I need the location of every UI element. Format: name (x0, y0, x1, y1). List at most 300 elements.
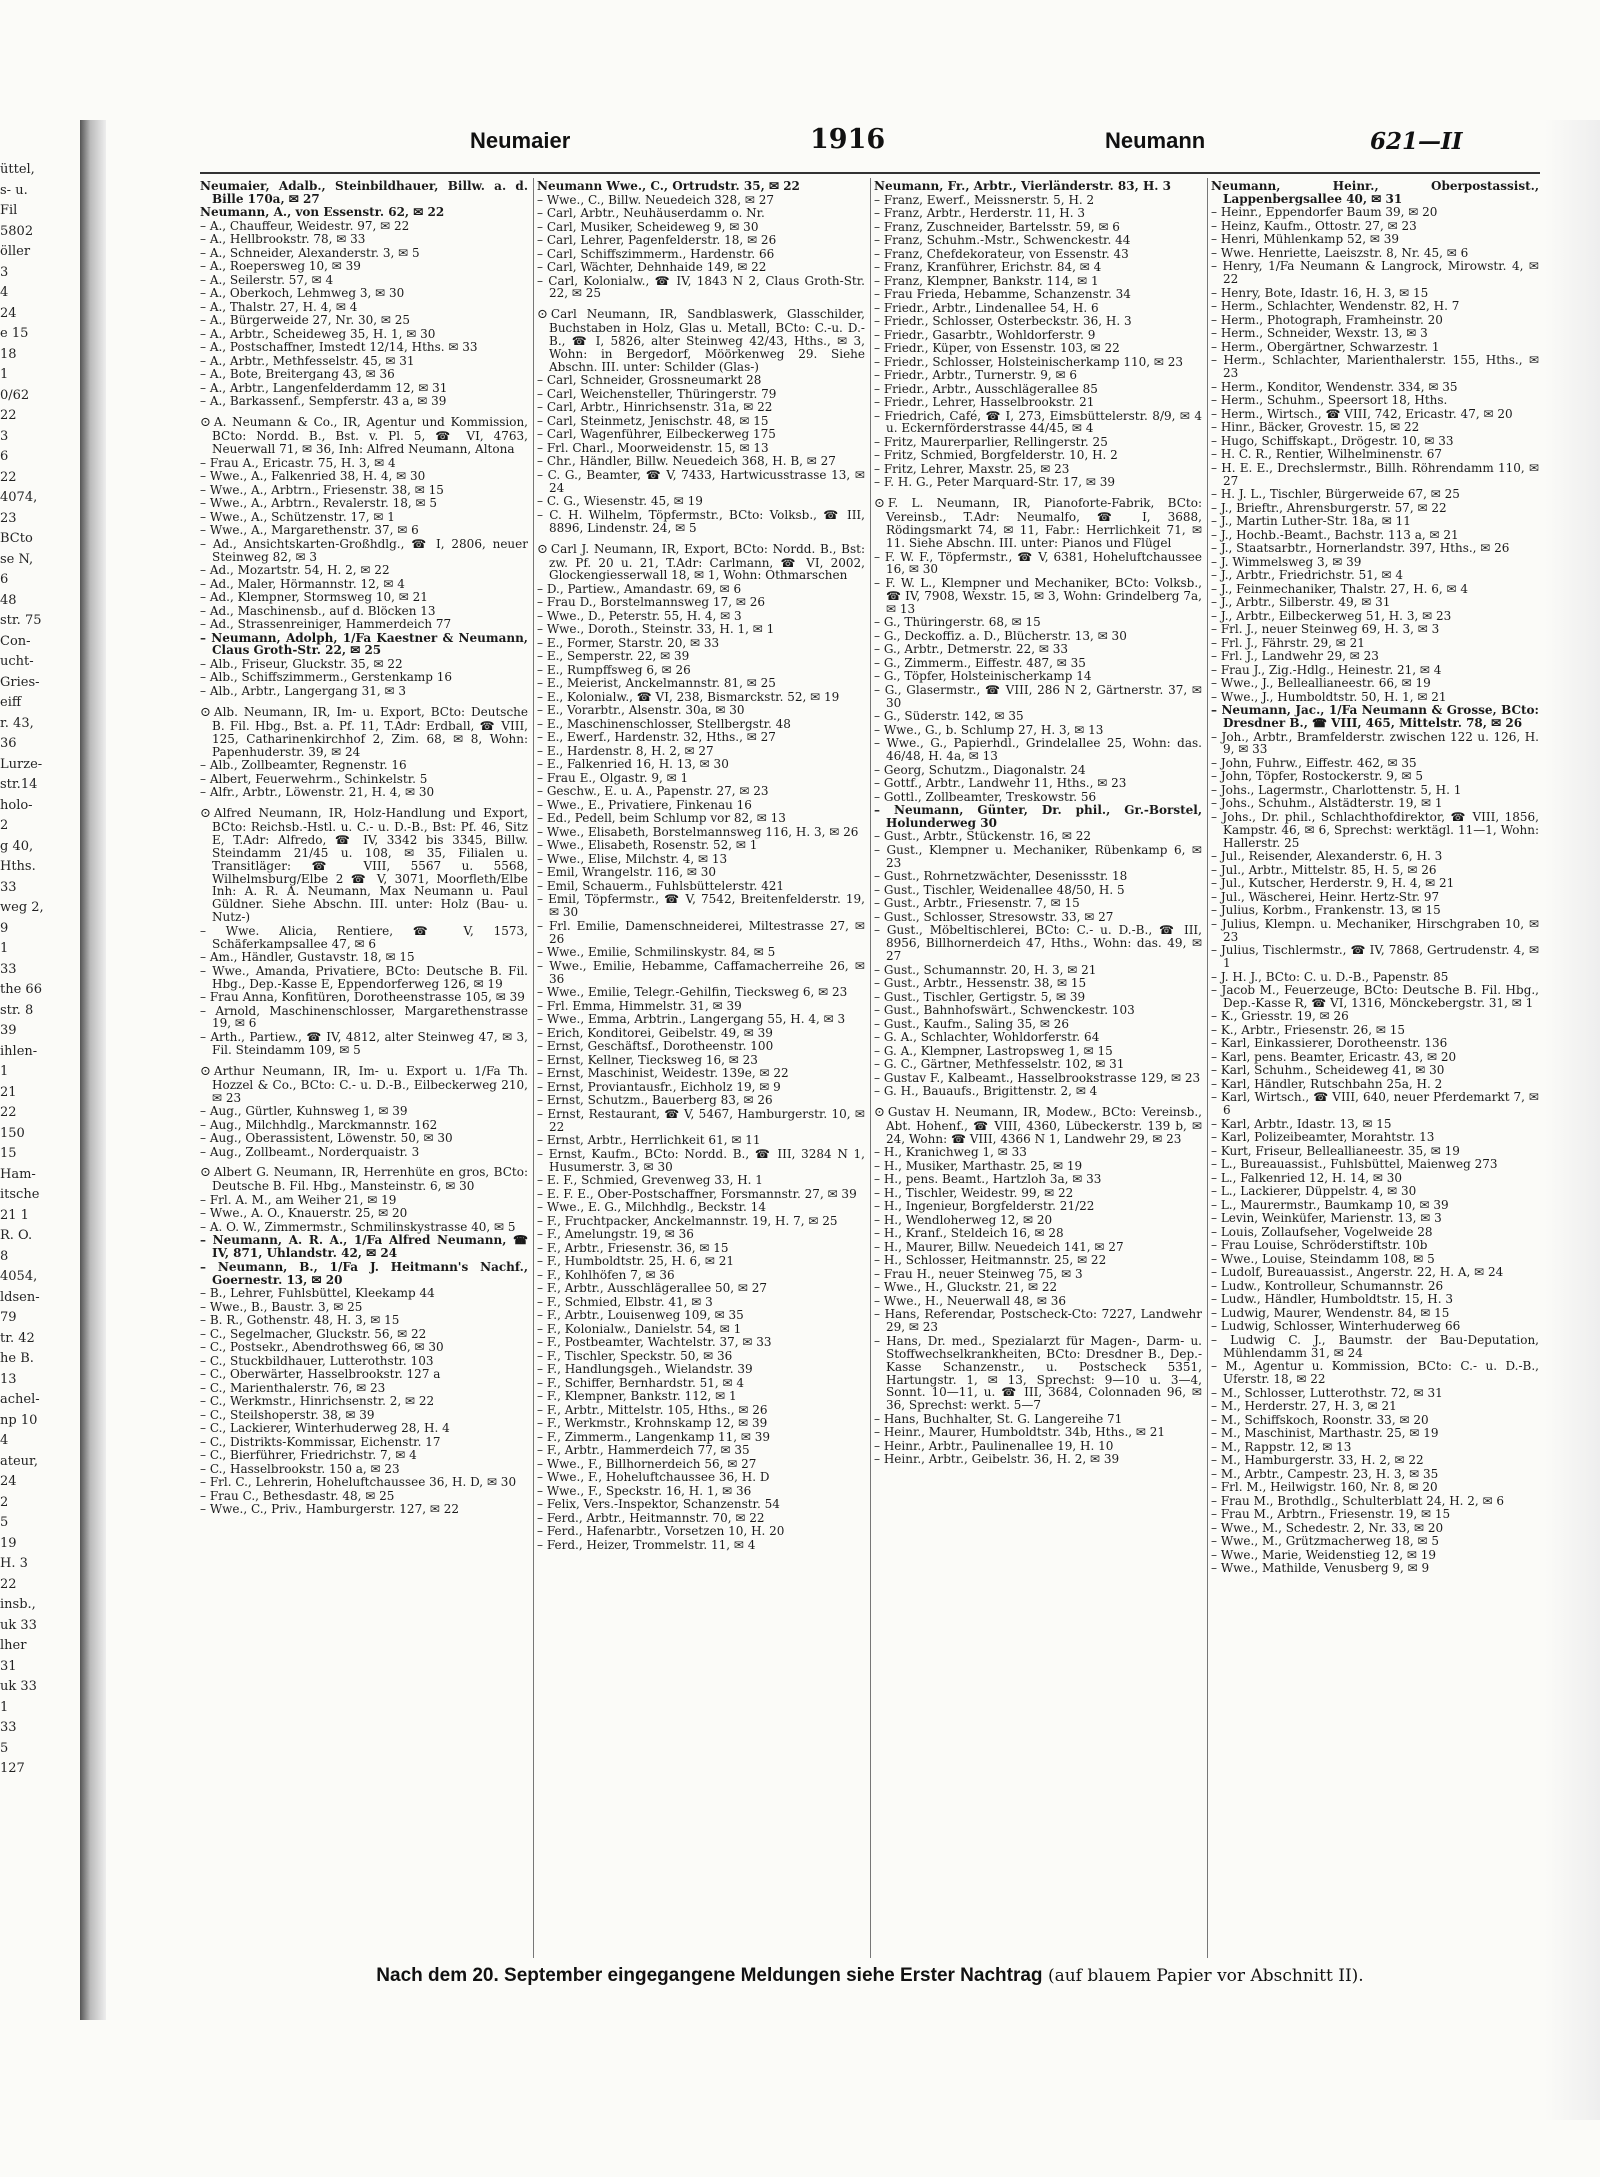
entry-text: – G. A., Schlachter, Wohldorferstr. 64 (874, 1030, 1100, 1045)
entry-text: – J., Arbtr., Eilbeckerweg 51, H. 3, ✉ 23 (1211, 608, 1452, 623)
facing-page-fragment: ucht- (0, 654, 34, 669)
directory-entry (1211, 1158, 1539, 1171)
entry-text: – F., Arbtr., Ausschlägerallee 50, ✉ 27 (537, 1281, 768, 1295)
entry-text: – Joh., Arbtr., Bramfelderstr. zwischen 122 u. 126, H. 9, ✉ 33 (1211, 729, 1539, 757)
entry-text: – F., Fruchtpacker, Anckelmannstr. 19, H. 7, ✉ 25 (537, 1213, 838, 1228)
entry-text: – Aug., Gürtler, Kuhnsweg 1, ✉ 39 (200, 1104, 408, 1119)
directory-entry (874, 643, 1202, 656)
entry-text: – F., Zimmerm., Langenkamp 11, ✉ 39 (537, 1429, 771, 1444)
page-number: 621—II (1370, 128, 1463, 155)
directory-entry (537, 610, 865, 623)
entry-text: – M., Agentur u. Kommission, BCto: C.- u. D.-B., Uferstr. 18, ✉ 22 (1211, 1359, 1539, 1387)
entry-text: – F. H. G., Peter Marquard-Str. 17, ✉ 39 (874, 475, 1116, 490)
entry-text: – John, Töpfer, Rostockerstr. 9, ✉ 5 (1211, 769, 1424, 784)
directory-entry (1211, 864, 1539, 877)
entry-text: – Wwe., M., Grützmacherweg 18, ✉ 5 (1211, 1534, 1439, 1549)
facing-page-fragment: weg 2, (0, 900, 44, 915)
header-year: 1916 (810, 124, 886, 155)
directory-entry (537, 826, 865, 839)
directory-entry (200, 1490, 528, 1503)
directory-entry (874, 1072, 1202, 1085)
entry-text: – H., Ingenieur, Borgfelderstr. 21/22 (874, 1199, 1095, 1214)
entry-text: – E., Rumpffsweg 6, ✉ 26 (537, 662, 691, 677)
entry-text: F. L. Neumann, IR, Pianoforte-Fabrik, BCto: Vereinsb., T.Adr: Neumalfo, ☎ I, 3688, Rödingsmarkt 74, ✉ 11, Fabr.: Herrlichkeit 71, ✉ 11. Siehe Abschn. III. unter: Pianos und Flügel (886, 496, 1202, 551)
entry-text: – Ad., Klempner, Stormsweg 10, ✉ 21 (200, 590, 428, 605)
firm-bullet-icon: ⊙ (874, 1105, 885, 1121)
directory-entry (1211, 1454, 1539, 1467)
entry-text: – H., Tischler, Weidestr. 99, ✉ 22 (874, 1185, 1074, 1200)
entry-text: – Ad., Maler, Hörmannstr. 12, ✉ 4 (200, 576, 405, 591)
entry-text: – Jul., Wäscherei, Heinr. Hertz-Str. 97 (1211, 889, 1440, 904)
directory-entry (874, 342, 1202, 355)
directory-entry (537, 180, 865, 193)
facing-page-fragment: 22 (0, 1105, 17, 1120)
facing-page-fragment: ateur, (0, 1453, 38, 1469)
directory-entry (874, 275, 1202, 288)
directory-entry (874, 1173, 1202, 1186)
directory-entry (537, 1027, 865, 1040)
facing-page-fragment: üttel, (0, 162, 35, 177)
entry-text: – Kurt, Friseur, Belleallianeestr. 35, ✉ 19 (1211, 1143, 1460, 1158)
entry-text: – Frau Frieda, Hebamme, Schanzenstr. 34 (874, 287, 1131, 301)
directory-entry (537, 1094, 865, 1107)
entry-text: – Fritz, Lehrer, Maxstr. 25, ✉ 23 (874, 461, 1070, 476)
directory-entry (200, 1422, 528, 1435)
directory-column-1 (200, 180, 528, 1960)
directory-entry (1211, 1280, 1539, 1293)
directory-entry (1211, 610, 1539, 623)
directory-entry (1211, 691, 1539, 704)
firm-bullet-icon: ⊙ (874, 496, 885, 512)
directory-entry (874, 476, 1202, 489)
entry-text: – Gust., Bahnhofswärt., Schwenckestr. 103 (874, 1003, 1135, 1018)
directory-entry (537, 428, 865, 441)
facing-page-fragment: 5 (0, 1515, 9, 1530)
directory-entry (537, 1323, 865, 1336)
directory-entry (1211, 220, 1539, 233)
entry-text: – Frl. J., Landwehr 29, ✉ 23 (1211, 649, 1379, 664)
entry-text: – Carl, Arbtr., Neuhäuserdamm o. Nr. (537, 206, 765, 220)
directory-entry (537, 1390, 865, 1403)
directory-entry (537, 1228, 865, 1241)
entry-text: – G., Deckoffiz. a. D., Blücherstr. 13, ✉ 30 (874, 628, 1127, 643)
entry-text: – Jacob M., Feuerzeuge, BCto: Deutsche B. Fil. Hbg., Dep.-Kasse R, ☎ VI, 1316, Mönckebergstr. 31, ✉ 1 (1211, 983, 1539, 1010)
facing-page-fragment: se N, (0, 551, 34, 567)
entry-text: – Ernst, Kellner, Tiecksweg 16, ✉ 23 (537, 1052, 758, 1067)
facing-page-fragment: 22 (0, 408, 17, 423)
directory-entry (200, 368, 528, 381)
facing-page-fragment: str.14 (0, 777, 38, 792)
directory-entry (200, 287, 528, 300)
entry-text: – Frau A., Ericastr. 75, H. 3, ✉ 4 (200, 455, 396, 470)
directory-entry (1211, 1360, 1539, 1386)
entry-text: – Henri, Mühlenkamp 52, ✉ 39 (1211, 232, 1400, 247)
footer-normal-text: (auf blauem Papier vor Abschnitt II). (1047, 1966, 1364, 1986)
entry-text: – Wwe., H., Gluckstr. 21, ✉ 22 (874, 1280, 1058, 1295)
entry-text: – Karl, Wirtsch., ☎ VIII, 640, neuer Pferdemarkt 7, ✉ 6 (1211, 1090, 1539, 1118)
entry-text: – Erich, Konditorei, Geibelstr. 49, ✉ 39 (537, 1025, 773, 1040)
firm-entry (200, 706, 528, 759)
entry-text: Carl Neumann, IR, Sandblaswerk, Glasschilder, Buchstaben in Holz, Glas u. Metall, BCto: C.-u. D.-B., ☎ I, 5826, alter Steinweg 42/43, Hths., ✉ 3, Wohn: in Bergedorf, Möörkenweg 29. Siehe Abschn. III. unter: Schilder (Glas-) (549, 307, 865, 374)
directory-entry (537, 1174, 865, 1187)
entry-text: – Wwe., J., Humboldtstr. 50, H. 1, ✉ 21 (1211, 689, 1447, 704)
directory-entry (200, 274, 528, 287)
directory-entry (537, 946, 865, 959)
directory-entry (874, 884, 1202, 897)
entry-text: – Wwe., C., Priv., Hamburgerstr. 127, ✉ 22 (200, 1502, 459, 1517)
directory-entry (1211, 233, 1539, 246)
entry-text: – Wwe., A., Arbtrn., Friesenstr. 38, ✉ 15 (200, 482, 444, 497)
book-gutter (80, 120, 106, 2020)
facing-page-fragment: 79 (0, 1310, 17, 1325)
entry-text: – G. A., Klempner, Lastropsweg 1, ✉ 15 (874, 1043, 1113, 1058)
entry-text: – Hans, Dr. med., Spezialarzt für Magen-, Darm- u. Stoffwechselkrankheiten, BCto: Dresdner B., Dep.-Kasse Schanzenstr., u. Postscheck 5351, Hartungstr. 1, ✉ 13, Sprechst: 9—10 u. 3—4, Sonnt. 10—11, u. ☎ III, 3684, Colonnaden 96, ✉ 36, Sprechst: werkt. 5—7 (874, 1333, 1202, 1413)
directory-column-4 (1211, 180, 1539, 1960)
facing-page-fragment: 8 (0, 1248, 9, 1264)
directory-entry (200, 618, 528, 631)
entry-text: – Frau C., Bethesdastr. 48, ✉ 25 (200, 1488, 395, 1503)
entry-text: – Alfr., Arbtr., Löwenstr. 21, H. 4, ✉ 30 (200, 785, 435, 800)
entry-text: Arthur Neumann, IR, Im- u. Export u. 1/Fa Th. Hozzel & Co., BCto: C.- u. D.-B., Eilbeckerweg 210, ✉ 23 (212, 1063, 528, 1105)
directory-entry (1211, 784, 1539, 797)
entry-text: – J., Arbtr., Friedrichstr. 51, ✉ 4 (1211, 568, 1404, 583)
directory-entry (200, 341, 528, 354)
entry-text: – F., Humboldtstr. 25, H. 6, ✉ 21 (537, 1254, 734, 1268)
entry-text: – A., Thalstr. 27, H. 4, ✉ 4 (200, 299, 358, 314)
entry-text: – J., Martin Luther-Str. 18a, ✉ 11 (1211, 514, 1411, 529)
entry-text: – Frl. Emilie, Damenschneiderei, Miltestrasse 27, ✉ 26 (537, 918, 865, 946)
entry-text: – A., Bürgerweide 27, Nr. 30, ✉ 25 (200, 313, 411, 328)
facing-page-fragment: 39 (0, 1023, 17, 1038)
directory-entry (537, 1309, 865, 1322)
entry-text: – Ad., Maschinensb., auf d. Blöcken 13 (200, 603, 436, 618)
directory-entry (1211, 1024, 1539, 1037)
facing-page-fragment: 31 (0, 1658, 17, 1674)
directory-entry (537, 1148, 865, 1174)
entry-text: – H., Kranichweg 1, ✉ 33 (874, 1145, 1027, 1160)
directory-entry (1211, 1037, 1539, 1050)
directory-column-3 (874, 180, 1202, 1960)
directory-entry (537, 1377, 865, 1390)
directory-entry (200, 1341, 528, 1354)
entry-text: – M., Schiffskoch, Roonstr. 33, ✉ 20 (1211, 1412, 1429, 1427)
directory-entry (200, 1355, 528, 1368)
facing-page-fragment: 5 (0, 1740, 9, 1756)
directory-entry (874, 551, 1202, 577)
directory-entry (1211, 1549, 1539, 1562)
directory-entry (537, 1485, 865, 1498)
directory-entry (537, 1269, 865, 1282)
facing-page-fragment: s- u. (0, 182, 28, 198)
directory-entry (874, 764, 1202, 777)
directory-entry (200, 395, 528, 408)
entry-text: – M., Herderstr. 27, H. 3, ✉ 21 (1211, 1399, 1397, 1414)
entry-text: – Gustav F., Kalbeamt., Hasselbrookstrasse 129, ✉ 23 (874, 1070, 1201, 1085)
header-first-name: Neumaier (470, 128, 571, 153)
facing-page-fragment: r. 43, (0, 715, 34, 731)
directory-entry (1211, 811, 1539, 850)
directory-entry (874, 1214, 1202, 1227)
entry-text: – M., Schlosser, Lutterothstr. 72, ✉ 31 (1211, 1385, 1443, 1400)
entry-text: – A., Oberkoch, Lehmweg 3, ✉ 30 (200, 286, 405, 301)
entry-text: – E. F., Schmied, Grevenweg 33, H. 1 (537, 1173, 763, 1187)
directory-entry (537, 1282, 865, 1295)
entry-text: – Franz, Zuschneider, Bartelsstr. 59, ✉ 6 (874, 219, 1120, 234)
entry-text: – Ludolf, Bureauassist., Angerstr. 22, H. A, ✉ 24 (1211, 1265, 1504, 1280)
entry-text: – Carl, Schiffszimmerm., Hardenstr. 66 (537, 246, 775, 261)
facing-page-fragment: 24 (0, 1474, 17, 1489)
header-rule (200, 172, 1540, 174)
firm-bullet-icon: ⊙ (200, 415, 211, 431)
facing-page-fragment: 33 (0, 1720, 17, 1735)
entry-text: – Frau Louise, Schröderstiftstr. 10b (1211, 1238, 1428, 1253)
entry-text: – Alb., Friseur, Gluckstr. 35, ✉ 22 (200, 656, 403, 671)
entry-text: – F., Kohlhöfen 7, ✉ 36 (537, 1267, 675, 1282)
facing-page-fragment: Gries- (0, 674, 40, 690)
entry-text: – Gust., Schlosser, Stresowstr. 33, ✉ 27 (874, 909, 1114, 924)
entry-text: – Wwe., M., Schedestr. 2, Nr. 33, ✉ 20 (1211, 1520, 1444, 1535)
entry-text: – Alb., Schiffszimmerm., Gerstenkamp 16 (200, 670, 453, 685)
entry-text: – Emil, Schauerm., Fuhlsbüttelerstr. 421 (537, 878, 785, 893)
directory-entry (874, 630, 1202, 643)
directory-entry (200, 1005, 528, 1031)
directory-entry (1211, 850, 1539, 863)
entry-text: – Emil, Wrangelstr. 116, ✉ 30 (537, 865, 716, 880)
firm-bullet-icon: ⊙ (200, 1063, 211, 1079)
entry-text: – Heinr., Arbtr., Paulinenallee 19, H. 10 (874, 1438, 1114, 1453)
entry-text: – Ernst, Geschäftsf., Dorotheenstr. 100 (537, 1039, 774, 1054)
entry-text: – Carl, Wagenführer, Eilbeckerweg 175 (537, 427, 776, 442)
directory-entry (1211, 1064, 1539, 1077)
directory-entry (200, 1301, 528, 1314)
firm-entry (537, 308, 865, 374)
entry-text: – Friedrich, Café, ☎ I, 273, Eimsbüttelerstr. 8/9, ✉ 4 u. Eckernförderstrasse 44/45, ✉ 4 (874, 408, 1202, 436)
entry-text: – Karl, Einkassierer, Dorotheenstr. 136 (1211, 1036, 1448, 1051)
entry-text: – Gottf., Arbtr., Landwehr 11, Hths., ✉ 23 (874, 776, 1127, 791)
directory-entry (200, 1449, 528, 1462)
directory-entry (874, 1018, 1202, 1031)
directory-entry (874, 737, 1202, 763)
directory-entry (1211, 677, 1539, 690)
facing-page-fragment: 33 (0, 961, 17, 977)
entry-text: – F., Tischler, Speckstr. 50, ✉ 36 (537, 1348, 733, 1363)
entry-text: – Felix, Vers.-Inspektor, Schanzenstr. 54 (537, 1497, 780, 1511)
entry-text: – E., Semperstr. 22, ✉ 39 (537, 649, 690, 664)
facing-page-fragment: holo- (0, 797, 33, 813)
entry-text: – F., Schiffer, Bernhardstr. 51, ✉ 4 (537, 1375, 745, 1390)
directory-entry (1211, 904, 1539, 917)
directory-entry (874, 577, 1202, 616)
directory-entry (1211, 891, 1539, 904)
directory-entry (200, 685, 528, 698)
entry-text: – Ad., Ansichtskarten-Großhdlg., ☎ I, 2806, neuer Steinweg 82, ✉ 3 (200, 536, 528, 564)
entry-text: – Julius, Klempn. u. Mechaniker, Hirschgraben 10, ✉ 23 (1211, 916, 1539, 944)
entry-text: – Frl. J., Fährstr. 29, ✉ 21 (1211, 635, 1365, 650)
directory-entry (1211, 757, 1539, 770)
directory-entry (537, 799, 865, 812)
entry-text: – Frau M., Brothdlg., Schulterblatt 24, H. 2, ✉ 6 (1211, 1493, 1505, 1508)
directory-entry (537, 880, 865, 893)
entry-text: – H., Maurer, Billw. Neuedeich 141, ✉ 27 (874, 1239, 1124, 1254)
facing-page-fragment: e 15 (0, 326, 29, 341)
directory-entry (1211, 354, 1539, 380)
directory-entry (1211, 448, 1539, 461)
entry-text: – A., Postschaffner, Imstedt 12/14, Hths. ✉ 33 (200, 340, 478, 355)
directory-entry (537, 677, 865, 690)
directory-entry (1211, 1010, 1539, 1023)
entry-text: – C., Steilshoperstr. 38, ✉ 39 (200, 1407, 375, 1422)
entry-text: – Carl, Weichensteller, Thüringerstr. 79 (537, 386, 777, 401)
entry-text: – J., Arbtr., Silberstr. 49, ✉ 31 (1211, 595, 1391, 610)
entry-text: – C. H. Wilhelm, Töpfermstr., BCto: Volksb., ☎ III, 8896, Lindenstr. 24, ✉ 5 (537, 507, 865, 535)
facing-page-fragment: 4074, (0, 490, 38, 505)
facing-page-fragment: 3 (0, 264, 9, 280)
directory-entry (1211, 984, 1539, 1010)
directory-entry (537, 455, 865, 468)
entry-text: – Herm., Schlachter, Marienthalerstr. 155, Hths., ✉ 23 (1211, 353, 1539, 381)
directory-entry (537, 1498, 865, 1511)
directory-entry (537, 1242, 865, 1255)
entry-text: Gustav H. Neumann, IR, Modew., BCto: Vereinsb., Abt. Hohenf., ☎ VIII, 4360, Lübeckerstr. 139 b, ✉ 24, Wohn: ☎ VIII, 4366 N 1, Landwehr 29, ✉ 23 (886, 1105, 1202, 1146)
entry-text: – C., Distrikts-Kommissar, Eichenstr. 17 (200, 1434, 441, 1449)
footer-bold-text: Nach dem 20. September eingegangene Meldungen siehe Erster Nachtrag (376, 1965, 1043, 1986)
directory-entry (874, 396, 1202, 409)
directory-entry (1211, 206, 1539, 219)
entry-text: – Herm., Wirtsch., ☎ VIII, 742, Ericastr. 47, ✉ 20 (1211, 406, 1513, 421)
facing-page-fragment: 19 (0, 1535, 17, 1551)
facing-page-fragment: 1 (0, 1064, 9, 1079)
entry-text: – Julius, Korbm., Frankenstr. 13, ✉ 15 (1211, 903, 1441, 918)
entry-text: – E., Meierist, Anckelmannstr. 81, ✉ 25 (537, 676, 776, 691)
directory-entry (200, 314, 528, 327)
directory-entry (1211, 1051, 1539, 1064)
entry-text: – Franz, Ewerf., Meissnerstr. 5, H. 2 (874, 192, 1095, 207)
directory-entry (1211, 1239, 1539, 1252)
directory-entry (537, 758, 865, 771)
directory-entry (1211, 1495, 1539, 1508)
directory-entry (874, 1227, 1202, 1240)
facing-page-fragment: uk 33 (0, 1679, 37, 1694)
directory-entry (1211, 1253, 1539, 1266)
entry-text: – C., Lackierer, Winterhuderweg 28, H. 4 (200, 1421, 450, 1436)
entry-text: – E., Former, Starstr. 20, ✉ 33 (537, 635, 720, 650)
entry-text: – E., Kolonialw., ☎ VI, 238, Bismarckstr. 52, ✉ 19 (537, 689, 840, 704)
entry-text: – Aug., Oberassistent, Löwenstr. 50, ✉ 30 (200, 1131, 453, 1146)
facing-page-fragment: he B. (0, 1351, 34, 1366)
directory-entry (200, 1234, 528, 1260)
directory-entry (874, 288, 1202, 301)
facing-page-fragment: 2 (0, 818, 9, 833)
entry-text: – E. F. E., Ober-Postschaffner, Forsmannstr. 27, ✉ 39 (537, 1186, 857, 1201)
entry-text: – L., Lackierer, Düppelstr. 4, ✉ 30 (1211, 1184, 1417, 1199)
directory-entry (874, 261, 1202, 274)
facing-page-fragment: ldsen- (0, 1289, 40, 1305)
entry-text: – Wwe., Emma, Arbtrin., Langergang 55, H. 4, ✉ 3 (537, 1012, 846, 1027)
entry-text: – Wwe. Henriette, Laeiszstr. 8, Nr. 45, ✉ 6 (1211, 245, 1469, 260)
directory-entry (200, 564, 528, 577)
entry-text: – C., Oberwärter, Hasselbrookstr. 127 a (200, 1367, 441, 1382)
entry-text: – Frl. Charl., Moorweidenstr. 15, ✉ 13 (537, 440, 769, 455)
entry-text: – L., Falkenried 12, H. 14, ✉ 30 (1211, 1170, 1403, 1185)
entry-text: – A., Bote, Breitergang 43, ✉ 36 (200, 367, 395, 382)
firm-entry (200, 1166, 528, 1193)
directory-entry (1211, 502, 1539, 515)
entry-text: – Friedr., Schlosser, Osterbeckstr. 36, H. 3 (874, 314, 1132, 328)
entry-text: – F., Amelungstr. 19, ✉ 36 (537, 1227, 694, 1241)
facing-page-fragment: 48 (0, 592, 17, 608)
directory-entry (1211, 180, 1539, 206)
directory-entry (874, 911, 1202, 924)
directory-entry (1211, 770, 1539, 783)
entry-text: – Friedr., Küper, von Essenstr. 103, ✉ 22 (874, 341, 1120, 355)
facing-page-edge (0, 160, 78, 1960)
entry-text: – Carl, Wächter, Dehnhaide 149, ✉ 22 (537, 260, 767, 274)
directory-entry (200, 497, 528, 510)
directory-entry (874, 777, 1202, 790)
directory-entry (537, 1081, 865, 1094)
directory-entry (200, 1146, 528, 1159)
directory-entry (537, 469, 865, 495)
directory-entry (874, 1308, 1202, 1334)
entry-text: – L., Bureauassist., Fuhlsbüttel, Maienweg 273 (1211, 1157, 1498, 1172)
directory-entry (200, 1409, 528, 1422)
entry-text: – Louis, Zollaufseher, Vogelweide 28 (1211, 1224, 1433, 1239)
directory-entry (1211, 462, 1539, 488)
directory-entry (537, 866, 865, 879)
entry-text: – Ludwig, Maurer, Wendenstr. 84, ✉ 15 (1211, 1305, 1450, 1320)
directory-entry (874, 964, 1202, 977)
entry-text: – Neumann, A. R. A., 1/Fa Alfred Neumann, ☎ IV, 871, Uhlandstr. 42, ✉ 24 (200, 1233, 528, 1261)
directory-entry (1211, 1562, 1539, 1575)
directory-entry (537, 986, 865, 999)
entry-text: – Frau D., Borstelmannsweg 17, ✉ 26 (537, 595, 765, 610)
directory-entry (1211, 515, 1539, 528)
entry-text: – Wwe., J., Belleallianeestr. 66, ✉ 19 (1211, 676, 1431, 691)
entry-text: – Wwe., A., Arbtrn., Revalerstr. 18, ✉ 5 (200, 496, 438, 511)
directory-entry (200, 233, 528, 246)
directory-entry (874, 1187, 1202, 1200)
entry-text: – Wwe., D., Peterstr. 55, H. 4, ✉ 3 (537, 608, 742, 623)
directory-entry (537, 194, 865, 207)
directory-entry (1211, 1172, 1539, 1185)
directory-entry (1211, 1145, 1539, 1158)
entry-text: – E., Vorarbtr., Alsenstr. 30a, ✉ 30 (537, 703, 745, 718)
entry-text: – Franz, Klempner, Bankstr. 114, ✉ 1 (874, 273, 1099, 288)
directory-entry (537, 234, 865, 247)
directory-entry (537, 207, 865, 220)
entry-text: – Herm., Schlachter, Wendenstr. 82, H. 7 (1211, 299, 1460, 314)
directory-entry (874, 991, 1202, 1004)
entry-text: – Gust., Schumannstr. 20, H. 3, ✉ 21 (874, 962, 1097, 977)
facing-page-fragment: R. O. (0, 1228, 33, 1243)
entry-text: – H., Wendloherweg 12, ✉ 20 (874, 1212, 1053, 1227)
entry-text: – A. O. W., Zimmermstr., Schmilinskystrasse 40, ✉ 5 (200, 1219, 516, 1234)
entry-text: – Friedr., Arbtr., Turnerstr. 9, ✉ 6 (874, 368, 1077, 382)
facing-page-fragment: 21 1 (0, 1207, 29, 1223)
entry-text: – Wwe., Elisabeth, Borstelmannsweg 116, H. 3, ✉ 26 (537, 824, 859, 839)
facing-page-fragment: Con- (0, 633, 31, 649)
entry-text: – Neumann, B., 1/Fa J. Heitmann's Nachf., Goernestr. 13, ✉ 20 (200, 1259, 528, 1287)
directory-entry (874, 329, 1202, 342)
entry-text: – Wwe., Elise, Milchstr. 4, ✉ 13 (537, 851, 728, 866)
firm-entry (874, 1106, 1202, 1146)
facing-page-fragment: BCto (0, 531, 33, 546)
entry-text: – A., Hellbrookstr. 78, ✉ 33 (200, 232, 366, 247)
entry-text: Neumann, A., von Essenstr. 62, ✉ 22 (200, 205, 445, 220)
facing-page-fragment: ihlen- (0, 1043, 38, 1059)
directory-entry (537, 1054, 865, 1067)
entry-text: – Julius, Tischlermstr., ☎ IV, 7868, Gertrudenstr. 4, ✉ 1 (1211, 943, 1539, 971)
